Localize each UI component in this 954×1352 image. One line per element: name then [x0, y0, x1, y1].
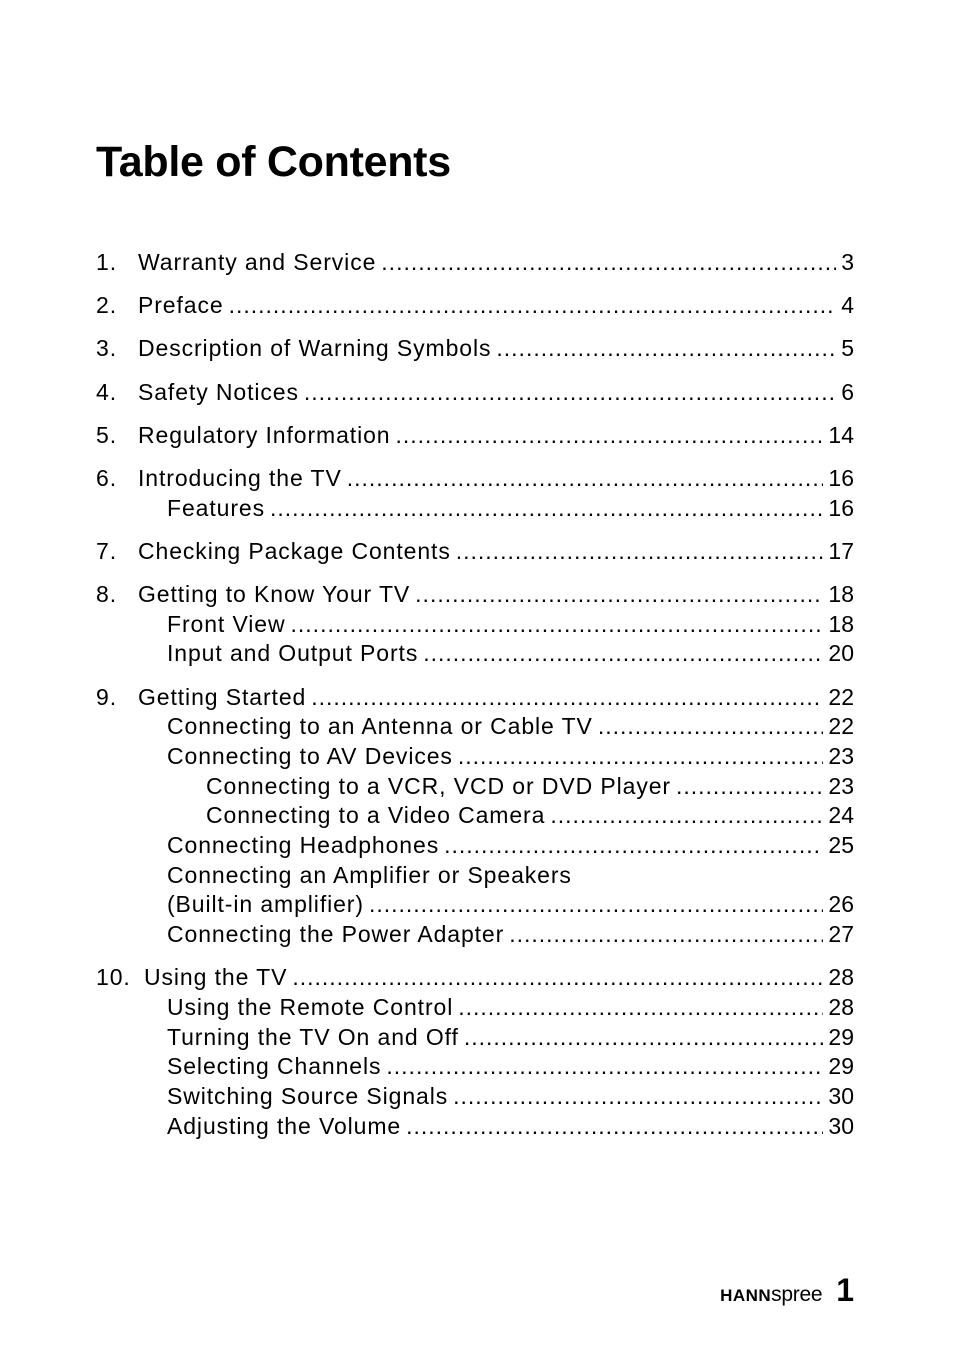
toc-dot-leader [291, 611, 824, 638]
toc-entry-label: Connecting to AV Devices [167, 742, 453, 769]
toc-entry-label: Preface [138, 292, 224, 319]
toc-entry[interactable] [96, 1024, 854, 1054]
toc-entry[interactable] [96, 713, 854, 743]
toc-dot-leader [386, 1053, 823, 1080]
toc-dot-leader [509, 921, 823, 948]
toc-dot-leader [676, 773, 823, 800]
toc-entry-page: 27 [828, 921, 854, 948]
toc-dot-leader [458, 743, 824, 770]
toc-entry-label: Description of Warning Symbols [138, 335, 492, 362]
toc-entry[interactable] [96, 921, 854, 951]
toc-dot-leader [311, 684, 823, 711]
toc-entry-page: 30 [828, 1083, 854, 1109]
toc-entry[interactable] [96, 1113, 854, 1143]
toc-entry-number: 5. [96, 421, 117, 448]
brand-logo-bold: HANN [720, 1286, 772, 1305]
toc-entry-label: Getting to Know Your TV [138, 581, 411, 607]
toc-dot-leader [444, 832, 823, 859]
toc-dot-leader [456, 538, 824, 565]
toc-entry-label: Connecting to a Video Camera [206, 802, 546, 829]
toc-entry-number: 6. [96, 464, 117, 491]
toc-entry[interactable] [96, 743, 854, 773]
page-footer [720, 1272, 854, 1309]
toc-dot-leader [550, 802, 823, 829]
toc-entry-number: 8. [96, 581, 117, 607]
toc-entry-page: 23 [828, 772, 854, 799]
toc-entry[interactable] [96, 249, 854, 279]
toc-entry-label: Using the Remote Control [167, 993, 454, 1020]
toc-entry-page: 6 [841, 378, 854, 405]
toc-entry[interactable] [96, 465, 854, 495]
toc-entry-label: Adjusting the Volume [167, 1112, 402, 1139]
toc-dot-leader [347, 465, 824, 492]
toc-dot-leader [415, 581, 823, 608]
toc-entry-label: Connecting to an Antenna or Cable TV [167, 713, 593, 740]
toc-entry-page: 20 [828, 640, 854, 667]
toc-entry-label: Turning the TV On and Off [167, 1023, 459, 1050]
toc-entry-number: 10. [96, 964, 131, 991]
toc-entry[interactable] [96, 1083, 854, 1113]
toc-entry-page: 23 [828, 742, 854, 769]
toc-entry-page: 16 [828, 494, 854, 521]
toc-entry-number: 1. [96, 249, 117, 275]
toc-entry-page: 3 [841, 249, 854, 275]
toc-entry-label: Using the TV [144, 964, 288, 991]
toc-entry[interactable] [96, 1053, 854, 1083]
toc-entry-number: 9. [96, 683, 117, 710]
toc-dot-leader [395, 422, 823, 449]
toc-entry-page: 17 [828, 537, 854, 564]
toc-entry-page: 16 [828, 464, 854, 491]
toc-entry-label: (Built-in amplifier) [167, 891, 364, 918]
toc-entry-number: 3. [96, 335, 117, 362]
toc-entry[interactable] [96, 495, 854, 525]
toc-entry[interactable] [96, 994, 854, 1024]
toc-dot-leader [381, 249, 836, 276]
page-number: 1 [836, 1272, 854, 1308]
toc-entry[interactable] [96, 379, 854, 409]
toc-entry-page: 29 [828, 1023, 854, 1050]
toc-entry[interactable] [96, 832, 854, 862]
toc-dot-leader [406, 1113, 823, 1140]
toc-entry-page: 14 [828, 421, 854, 448]
toc-entry-page: 22 [828, 683, 854, 710]
page-title: Table of Contents [96, 138, 451, 186]
toc-entry[interactable] [96, 335, 854, 365]
toc-entry-label: Connecting the Power Adapter [167, 921, 505, 948]
toc-entry-label: Features [167, 494, 265, 521]
toc-entry-label: Checking Package Contents [138, 537, 451, 564]
toc-entry[interactable] [96, 581, 854, 611]
toc-entry[interactable] [96, 422, 854, 452]
toc-entry-page: 18 [828, 581, 854, 607]
toc-entry[interactable] [96, 640, 854, 670]
toc-entry-page: 30 [828, 1112, 854, 1139]
toc-entry[interactable] [96, 964, 854, 994]
toc-entry-label: Connecting Headphones [167, 832, 440, 858]
toc-dot-leader [229, 292, 837, 319]
toc-dot-leader [458, 994, 823, 1021]
toc-dot-leader [423, 640, 823, 667]
toc-dot-leader [496, 335, 836, 362]
toc-entry-page: 29 [828, 1053, 854, 1080]
toc-entry[interactable] [96, 538, 854, 568]
toc-entry-label: Selecting Channels [167, 1053, 382, 1080]
toc-entry-page: 28 [828, 964, 854, 991]
toc-dot-leader [464, 1024, 824, 1051]
brand-logo-light: spree [771, 1283, 823, 1306]
toc-entry-page: 26 [828, 891, 854, 918]
toc-dot-leader [369, 891, 823, 918]
toc-dot-leader [292, 964, 823, 991]
toc-entry-label: Input and Output Ports [167, 640, 419, 667]
toc-dot-leader [598, 713, 824, 740]
toc-entry[interactable] [96, 292, 854, 322]
toc-entry[interactable] [96, 891, 854, 921]
toc-entry-label: Introducing the TV [138, 464, 342, 491]
brand-logo [720, 1283, 822, 1307]
table-of-contents [96, 249, 854, 1142]
toc-entry-label: Switching Source Signals [167, 1083, 449, 1109]
toc-entry-page: 24 [828, 802, 854, 829]
toc-entry[interactable] [96, 684, 854, 714]
toc-entry[interactable] [96, 802, 854, 832]
toc-entry[interactable] [96, 862, 854, 892]
toc-entry[interactable] [96, 773, 854, 803]
toc-entry-label: Connecting to a VCR, VCD or DVD Player [206, 772, 671, 799]
toc-entry-label: Regulatory Information [138, 421, 391, 448]
toc-entry-page: 25 [828, 832, 854, 858]
toc-entry-label: Warranty and Service [138, 249, 377, 275]
toc-dot-leader [453, 1083, 823, 1110]
toc-dot-leader [304, 379, 836, 406]
toc-entry-number: 4. [96, 378, 117, 405]
toc-entry-label: Getting Started [138, 683, 307, 710]
toc-entry-page: 22 [828, 713, 854, 740]
toc-entry-label: Safety Notices [138, 378, 299, 405]
toc-entry-page: 28 [828, 993, 854, 1020]
toc-entry[interactable] [96, 611, 854, 641]
toc-dot-leader [270, 495, 823, 522]
toc-entry-page: 4 [841, 292, 854, 319]
toc-entry-number: 2. [96, 292, 117, 319]
toc-entry-page: 5 [841, 335, 854, 362]
toc-entry-page: 18 [828, 610, 854, 637]
toc-entry-number: 7. [96, 537, 117, 564]
toc-entry-label: Connecting an Amplifier or Speakers [167, 861, 572, 888]
toc-entry-label: Front View [167, 610, 286, 637]
